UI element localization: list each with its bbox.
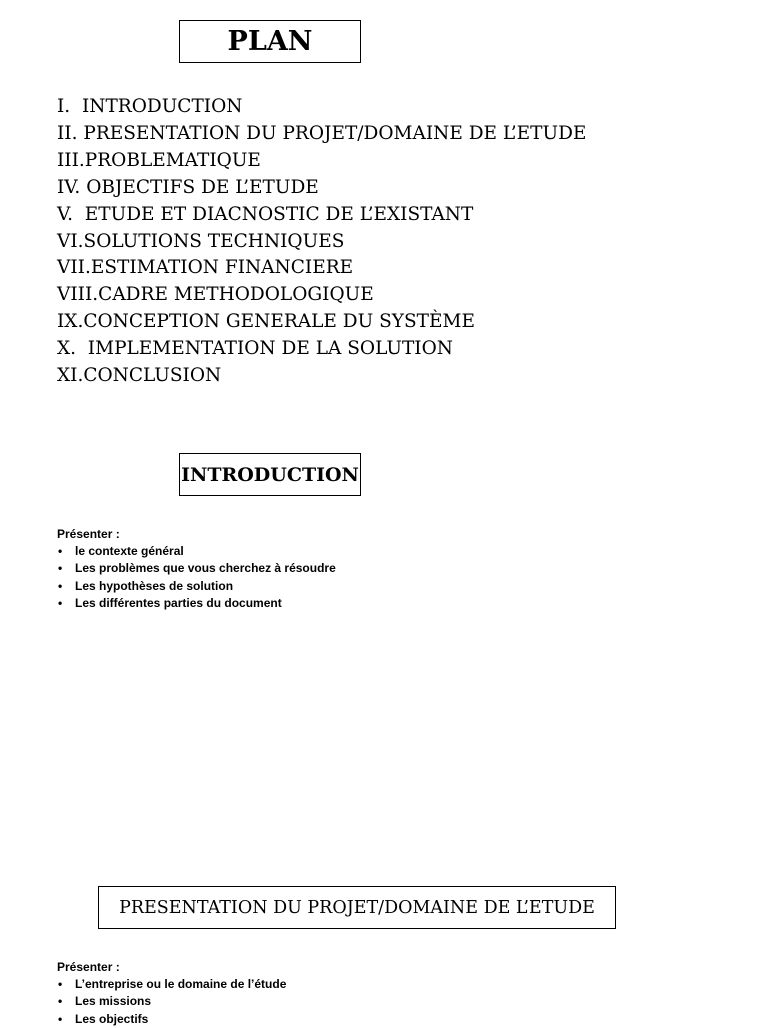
toc-item: VI.SOLUTIONS TECHNIQUES bbox=[57, 230, 345, 252]
bullet-icon: • bbox=[58, 1011, 63, 1026]
bullet-icon: • bbox=[58, 977, 63, 992]
introduction-lead: Présenter : bbox=[57, 527, 120, 541]
toc-item: IV. OBJECTIFS DE L’ETUDE bbox=[57, 176, 319, 198]
toc-item: I. INTRODUCTION bbox=[57, 96, 243, 117]
list-item-text: Les hypothèses de solution bbox=[75, 578, 234, 593]
plan-title: PLAN bbox=[179, 20, 361, 63]
toc-item: VIII.CADRE METHODOLOGIQUE bbox=[57, 284, 374, 306]
toc-item: X. IMPLEMENTATION DE LA SOLUTION bbox=[57, 338, 453, 360]
list-item-text: Les différentes parties du document bbox=[75, 595, 282, 610]
presentation-list bbox=[57, 976, 286, 1028]
presentation-lead: Présenter : bbox=[57, 960, 120, 974]
toc-item: III.PROBLEMATIQUE bbox=[57, 149, 261, 171]
list-item bbox=[57, 595, 336, 612]
presentation-heading: PRESENTATION DU PROJET/DOMAINE DE L’ETUDE bbox=[98, 886, 616, 929]
presentation-body bbox=[57, 959, 286, 1028]
list-item bbox=[57, 1011, 286, 1028]
list-item bbox=[57, 976, 286, 993]
list-item-text: Les missions bbox=[75, 994, 152, 1009]
table-of-contents bbox=[57, 94, 586, 390]
toc-item: IX.CONCEPTION GENERALE DU SYSTÈME bbox=[57, 311, 475, 333]
bullet-icon: • bbox=[58, 578, 63, 593]
bullet-icon: • bbox=[58, 544, 63, 559]
toc-item: XI.CONCLUSION bbox=[57, 365, 222, 387]
list-item bbox=[57, 560, 336, 577]
bullet-icon: • bbox=[58, 595, 63, 610]
list-item-text: Les objectifs bbox=[75, 1011, 149, 1026]
list-item-text: le contexte général bbox=[75, 544, 184, 559]
introduction-list bbox=[57, 543, 336, 612]
list-item bbox=[57, 543, 336, 560]
introduction-heading: INTRODUCTION bbox=[179, 453, 361, 496]
bullet-icon: • bbox=[58, 561, 63, 576]
list-item-text: L’entreprise ou le domaine de l’étude bbox=[75, 977, 287, 992]
list-item bbox=[57, 993, 286, 1010]
list-item-text: Les problèmes que vous cherchez à résoudre bbox=[75, 561, 336, 576]
list-item bbox=[57, 578, 336, 595]
toc-item: VII.ESTIMATION FINANCIERE bbox=[57, 257, 354, 279]
introduction-body bbox=[57, 526, 336, 612]
toc-item: II. PRESENTATION DU PROJET/DOMAINE DE L’ETUDE bbox=[57, 122, 587, 144]
toc-item: V. ETUDE ET DIACNOSTIC DE L’EXISTANT bbox=[57, 203, 474, 225]
bullet-icon: • bbox=[58, 994, 63, 1009]
